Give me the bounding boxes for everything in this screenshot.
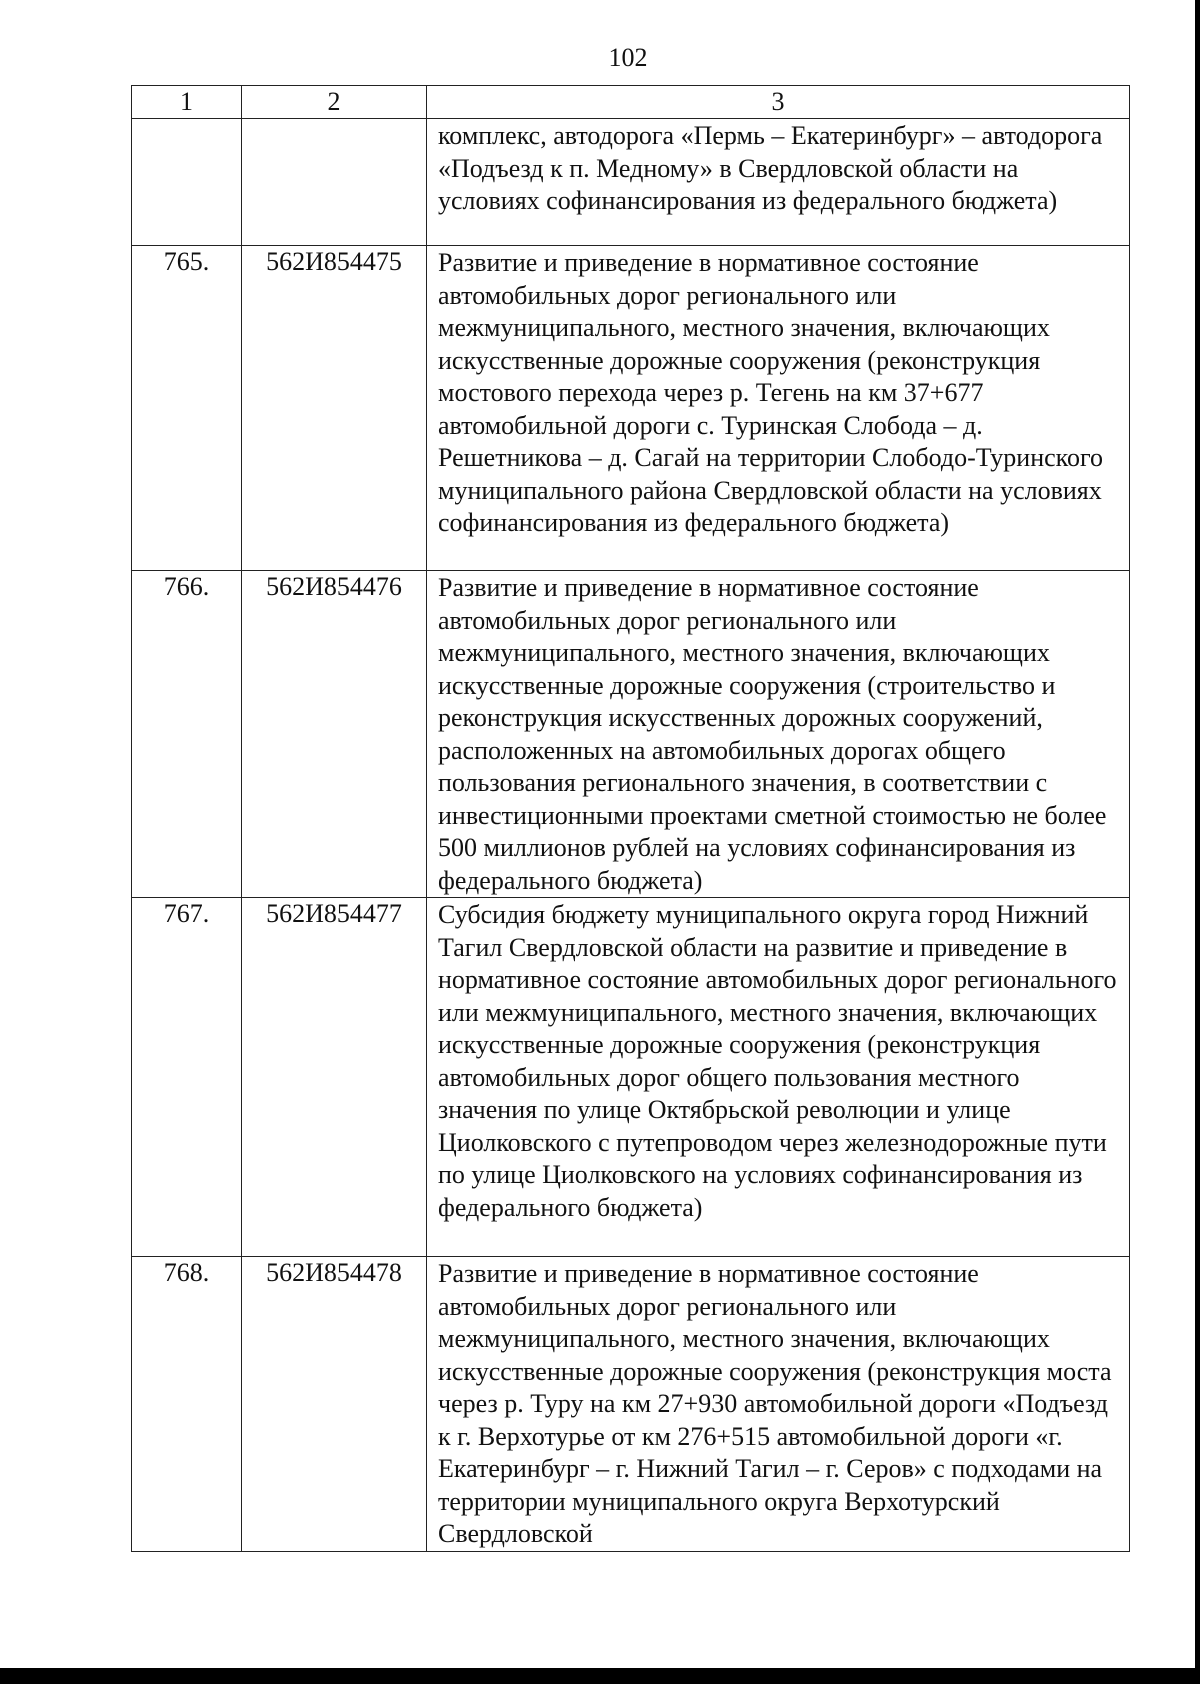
row-number: 766.	[132, 571, 242, 898]
row-number: 765.	[132, 246, 242, 571]
row-code: 562И854477	[242, 898, 427, 1257]
table-header-row	[132, 86, 1130, 119]
row-code: 562И854478	[242, 1257, 427, 1552]
column-header-3: 3	[427, 86, 1130, 119]
row-description: Субсидия бюджету муниципального округа город Нижний Тагил Свердловской области на развитие и приведение в нормативное состояние автомобильных дорог регионального или межмуниципального, местного значения, включающих искусственные дорожные сооружения (реконструкция автомобильных дорог общего пользования местного значения по улице Октябрьской революции и улице Циолковского с путепроводом через железнодорожные пути по улице Циолковского на условиях софинансирования из федерального бюджета)	[427, 898, 1130, 1257]
scan-bottom-edge	[0, 1668, 1200, 1684]
scan-right-edge	[1195, 0, 1200, 1684]
table-row	[132, 898, 1130, 1257]
table-row	[132, 246, 1130, 571]
row-code	[242, 119, 427, 246]
table-row	[132, 571, 1130, 898]
budget-codes-table	[131, 85, 1130, 1552]
row-number: 768.	[132, 1257, 242, 1552]
row-number	[132, 119, 242, 246]
table-row	[132, 119, 1130, 246]
row-code: 562И854476	[242, 571, 427, 898]
row-description: Развитие и приведение в нормативное состояние автомобильных дорог регионального или межмуниципального, местного значения, включающих искусственные дорожные сооружения (реконструкция мостового перехода через р. Тегень на км 37+677 автомобильной дороги с. Туринская Слобода – д. Решетникова – д. Сагай на территории Слободо-Туринского муниципального района Свердловской области на условиях софинансирования из федерального бюджета)	[427, 246, 1130, 571]
table-row	[132, 1257, 1130, 1552]
row-code: 562И854475	[242, 246, 427, 571]
column-header-2: 2	[242, 86, 427, 119]
column-header-1: 1	[132, 86, 242, 119]
row-description: Развитие и приведение в нормативное состояние автомобильных дорог регионального или межмуниципального, местного значения, включающих искусственные дорожные сооружения (строительство и реконструкция искусственных дорожных сооружений, расположенных на автомобильных дорогах общего пользования регионального значения, в соответствии с инвестиционными проектами сметной стоимостью не более 500 миллионов рублей на условиях софинансирования из федерального бюджета)	[427, 571, 1130, 898]
row-number: 767.	[132, 898, 242, 1257]
row-description: Развитие и приведение в нормативное состояние автомобильных дорог регионального или межмуниципального, местного значения, включающих искусственные дорожные сооружения (реконструкция моста через р. Туру на км 27+930 автомобильной дороги «Подъезд к г. Верхотурье от км 276+515 автомобильной дороги «г. Екатеринбург – г. Нижний Тагил – г. Серов» с подходами на территории муниципального округа Верхотурский Свердловской	[427, 1257, 1130, 1552]
page-number: 102	[608, 43, 648, 72]
row-description: комплекс, автодорога «Пермь – Екатеринбург» – автодорога «Подъезд к п. Медному» в Свердловской области на условиях софинансирования из федерального бюджета)	[427, 119, 1130, 246]
